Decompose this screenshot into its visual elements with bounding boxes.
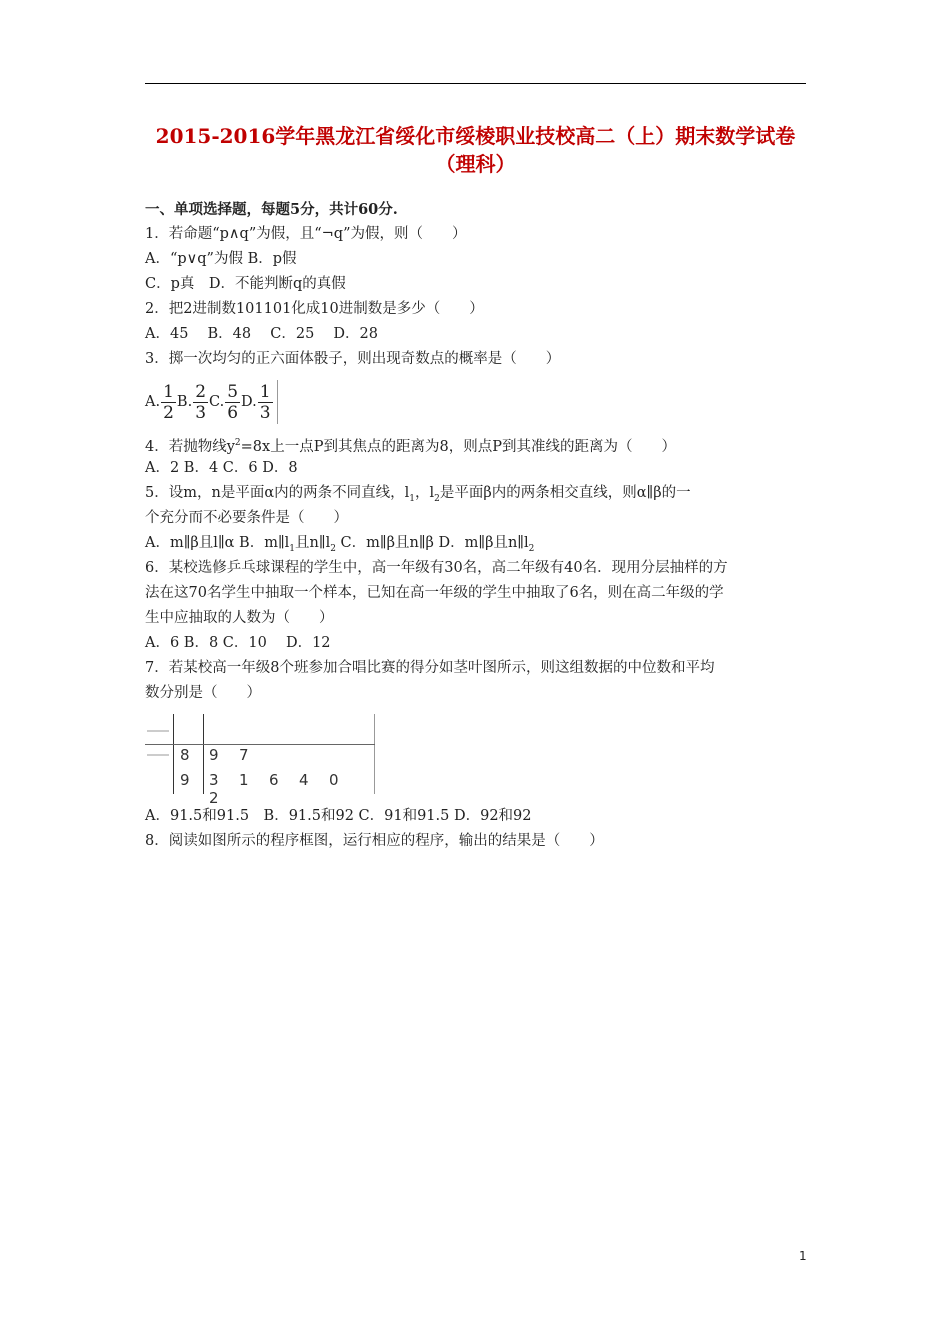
question-5-stem-line1: 5．设m，n是平面α内的两条不同直线，$l_1$，$l_2$是平面β内的两条相交直线，则α∥β的一 xyxy=(145,485,691,504)
question-5-stem-line2: 个充分而不必要条件是（ ） xyxy=(145,510,348,526)
document-title: 2015-2016学年黑龙江省绥化市绥棱职业技校高二（上）期末数学试卷（理科） xyxy=(155,124,796,176)
question-6-line3: 生中应抽取的人数为（ ） xyxy=(145,610,334,626)
question-4-stem: 4．若抛物线$y^2=8x$上一点P到其焦点的距离为8，则点P到其准线的距离为（ ） xyxy=(145,438,676,455)
question-1-stem: 1．若命题“p∧q”为假，且“¬q”为假，则（ ） xyxy=(145,226,467,242)
stem-leaf-plot xyxy=(145,714,380,807)
header-rule xyxy=(145,83,806,84)
faint-mark xyxy=(147,754,169,756)
image-edge-line xyxy=(277,380,278,424)
question-7-options: A．91.5和91.5 B．91.5和92 C．91和91.5 D．92和92 xyxy=(145,808,532,824)
option-c-label: C. xyxy=(209,394,225,410)
section-heading: 一、单项选择题，每题5分，共计60分. xyxy=(145,201,398,218)
fraction-a: $\frac{1}{2}$ xyxy=(163,381,174,423)
option-a-label: A. xyxy=(145,394,161,410)
stem-right-line xyxy=(203,714,204,794)
question-3-options xyxy=(145,374,806,430)
option-d-label: D. xyxy=(241,394,257,410)
question-6-line1: 6．某校选修乒乓球课程的学生中，高一年级有30名，高二年级有40名．现用分层抽样的方 xyxy=(145,560,728,576)
page-number: 1 xyxy=(799,1249,807,1263)
fraction-b: $\frac{2}{3}$ xyxy=(195,381,207,423)
leaf-row: 3 1 6 4 02 xyxy=(209,771,339,807)
plot-header-line xyxy=(145,744,375,745)
fraction-c: $\frac{5}{6}$ xyxy=(227,381,239,423)
question-3-stem: 3．掷一次均匀的正六面体骰子，则出现奇数点的概率是（ ） xyxy=(145,351,561,367)
fraction-d: $\frac{1}{3}$ xyxy=(259,381,271,423)
question-4-options: A．2 B．4 C．6 D．8 xyxy=(145,460,298,476)
leaf-row: 9 7 xyxy=(209,746,249,764)
question-7-line1: 7．若某校高一年级8个班参加合唱比赛的得分如茎叶图所示，则这组数据的中位数和平均 xyxy=(145,660,715,676)
question-1-options-cd: C．p真 D．不能判断q的真假 xyxy=(145,276,346,292)
question-2-options: A．45 B．48 C．25 D．28 xyxy=(145,326,378,342)
question-7-line2: 数分别是（ ） xyxy=(145,685,261,701)
option-b-label: B. xyxy=(176,394,193,410)
stem-left-line xyxy=(173,714,174,794)
stem-value: 8 xyxy=(180,746,190,764)
question-1-options-ab: A．“p∨q”为假 B．p假 xyxy=(145,251,297,267)
question-6-line2: 法在这70名学生中抽取一个样本，已知在高一年级的学生中抽取了6名，则在高二年级的学 xyxy=(145,585,724,601)
question-6-options: A．6 B．8 C．10 D．12 xyxy=(145,635,331,651)
question-8-stem: 8．阅读如图所示的程序框图，运行相应的程序，输出的结果是（ ） xyxy=(145,833,604,849)
faint-mark xyxy=(147,730,169,732)
question-5-options: A．m∥β且l∥α B．$m\parallel l_1$且$n\parallel l_2$ C．m∥β且n∥β D．m∥β且$n\parallel l_2$ xyxy=(145,535,535,554)
exam-content xyxy=(145,197,806,854)
stem-value: 9 xyxy=(180,771,190,789)
question-2-stem: 2．把2进制数101101化成10进制数是多少（ ） xyxy=(145,301,484,317)
